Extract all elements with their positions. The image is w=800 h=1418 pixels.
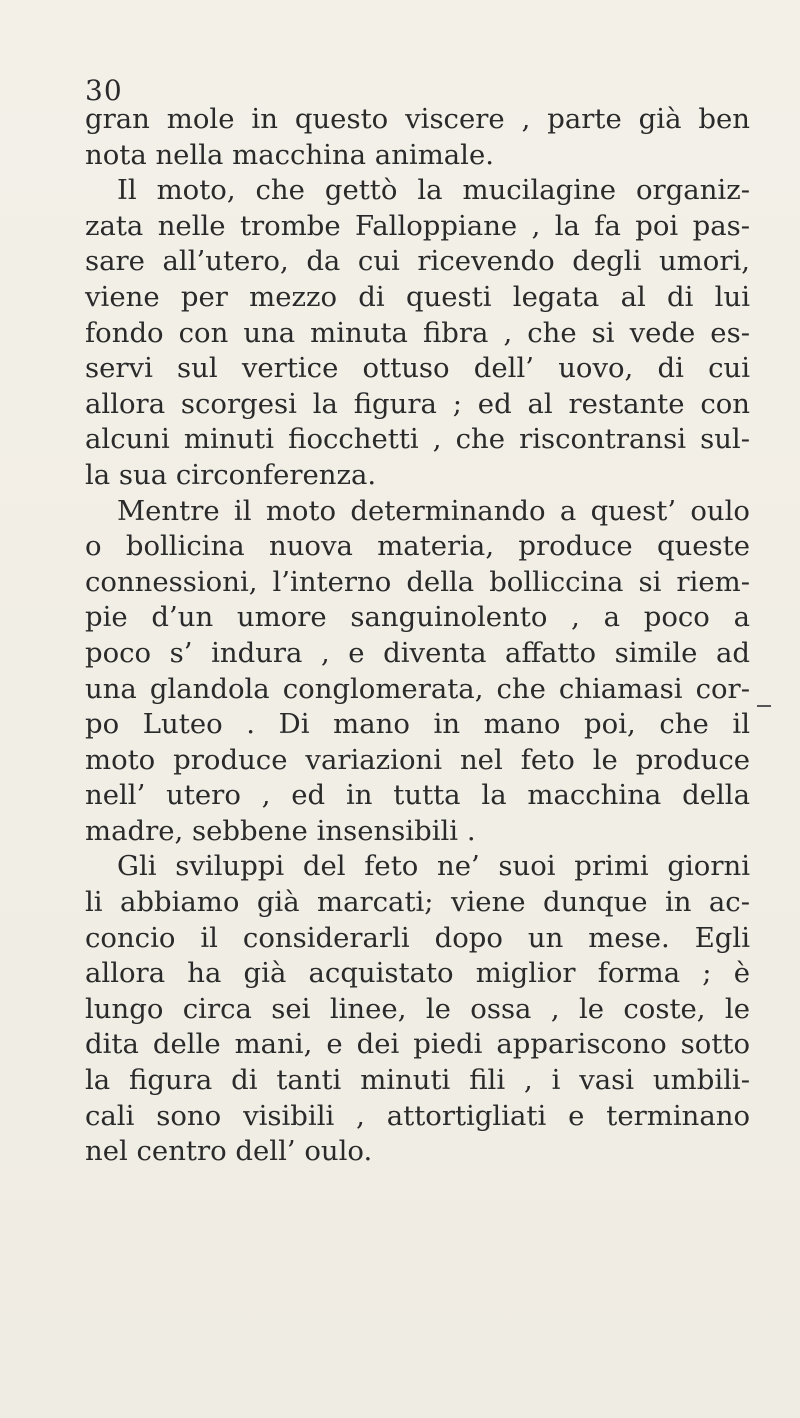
text-line: allora scorgesi la figura ; ed al restante con bbox=[85, 387, 750, 420]
text-line: alcuni minuti fiocchetti , che riscontransi sul- bbox=[85, 423, 750, 456]
paragraph-start-line: Gli sviluppi del feto ne’ suoi primi giorni bbox=[117, 850, 750, 883]
text-line: gran mole in questo viscere , parte già ben bbox=[85, 103, 750, 135]
page-number: 30 bbox=[85, 74, 123, 107]
body-text bbox=[85, 102, 750, 1170]
text-line: nell’ utero , ed in tutta la macchina della bbox=[85, 779, 750, 812]
text-line: lungo circa sei linee, le ossa , le coste, le bbox=[85, 992, 750, 1025]
text-line: nota nella macchina animale. bbox=[85, 138, 494, 171]
text-line: li abbiamo già marcati; viene dunque in ac- bbox=[85, 886, 750, 919]
text-line: pie d’un umore sanguinolento , a poco a bbox=[85, 601, 750, 634]
text-line: fondo con una minuta fibra , che si vede es- bbox=[85, 316, 750, 349]
text-line: madre, sebbene insensibili . bbox=[85, 814, 476, 847]
text-line: po Luteo . Di mano in mano poi, che il bbox=[85, 708, 750, 741]
text-line: la figura di tanti minuti fili , i vasi umbili- bbox=[85, 1064, 750, 1097]
text-line: viene per mezzo di questi legata al di lui bbox=[85, 280, 750, 313]
text-line: allora ha già acquistato miglior forma ; è bbox=[85, 957, 750, 990]
margin-mark bbox=[757, 705, 771, 707]
text-line: cali sono visibili , attortigliati e terminano bbox=[85, 1099, 750, 1132]
text-line: dita delle mani, e dei piedi appariscono sotto bbox=[85, 1028, 750, 1061]
text-line: la sua circonferenza. bbox=[85, 458, 377, 491]
text-line: moto produce variazioni nel feto le produce bbox=[85, 743, 750, 776]
text-line: nel centro dell’ oulo. bbox=[85, 1135, 373, 1168]
text-line: o bollicina nuova materia, produce queste bbox=[85, 530, 750, 563]
paragraph-start-line: Il moto, che gettò la mucilagine organiz- bbox=[117, 174, 750, 207]
text-line: una glandola conglomerata, che chiamasi cor- bbox=[85, 672, 750, 705]
text-line: poco s’ indura , e diventa affatto simile ad bbox=[85, 636, 750, 669]
text-line: zata nelle trombe Falloppiane , la fa poi pas- bbox=[85, 209, 750, 242]
text-line: servi sul vertice ottuso dell’ uovo, di cui bbox=[85, 352, 750, 385]
text-line: connessioni, l’interno della bolliccina si riem- bbox=[85, 565, 750, 598]
text-line: concio il considerarli dopo un mese. Egli bbox=[85, 921, 750, 954]
text-line: sare all’utero, da cui ricevendo degli umori, bbox=[85, 245, 750, 278]
paragraph-start-line: Mentre il moto determinando a quest’ oulo bbox=[117, 494, 750, 527]
